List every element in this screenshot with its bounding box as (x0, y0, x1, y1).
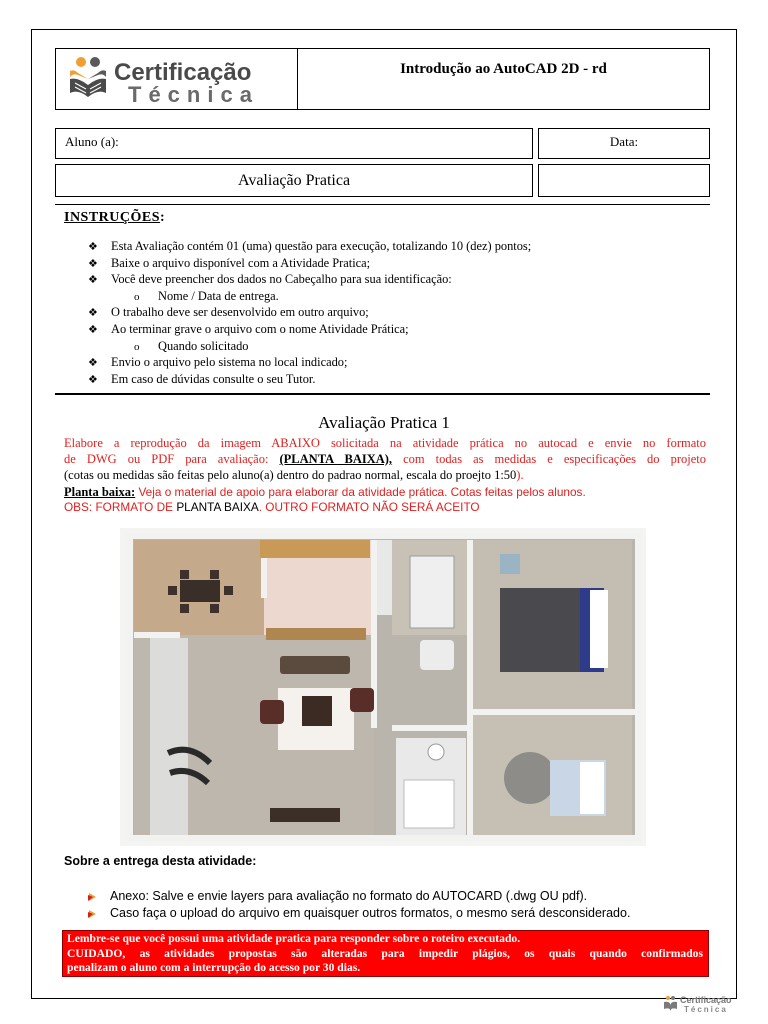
task-description: Elabore a reprodução da imagem ABAIXO solicitada na atividade prática no autocad e envie no formato de DWG ou PDF para avaliação: (PLANTA BAIXA), com todas as medidas e especificações do projeto (cotas ou medidas são feitas pelo aluno(a) dentro do padrao normal, escala do proejto 1:50). (64, 436, 707, 482)
instructions-list (88, 239, 708, 388)
evaluation-title-box (55, 164, 533, 197)
task-title: Avaliação Pratica 1 (318, 413, 450, 432)
circle-bullet-icon: o (134, 340, 140, 353)
diamond-bullet-icon: ❖ (88, 257, 98, 270)
logo-text-line2: Técnica (128, 82, 259, 107)
list-item: ❖ Baixe o arquivo disponível com a Atividade Pratica; (88, 256, 708, 273)
warning-box (62, 930, 709, 977)
warning-line: penalizam o aluno com a interrupção do acesso por 30 dias. (67, 961, 361, 974)
floor-plan-note: Planta baixa: Veja o material de apoio para elaborar da atividade prática. Cotas feitas pelos alunos. (64, 485, 586, 499)
instructions-title: INSTRUÇÕES: (64, 210, 166, 225)
list-item: Anexo: Salve e envie layers para avaliação no formato do AUTOCARD (.dwg OU pdf). (88, 888, 630, 905)
divider (55, 393, 710, 395)
list-subitem: o Nome / Data de entrega. (88, 289, 708, 306)
list-item: ❖ O trabalho deve ser desenvolvido em outro arquivo; (88, 305, 708, 322)
diamond-bullet-icon: ❖ (88, 357, 98, 370)
arrow-bullet-icon (88, 893, 96, 901)
student-label: Aluno (a): (65, 134, 119, 149)
list-item: ❖ Esta Avaliação contém 01 (uma) questão para execução, totalizando 10 (dez) pontos; (88, 239, 708, 256)
svg-text:Técnica: Técnica (684, 1005, 728, 1014)
svg-text:Certificação: Certificação (680, 995, 732, 1005)
delivery-title: Sobre a entrega desta atividade: (64, 854, 257, 868)
grade-field[interactable] (538, 164, 710, 197)
divider (55, 204, 710, 205)
logo-box (55, 48, 298, 110)
format-note: OBS: FORMATO DE PLANTA BAIXA. OUTRO FORMATO NÃO SERÁ ACEITO (64, 500, 480, 514)
logo-people-icon (70, 57, 106, 97)
student-field[interactable] (55, 128, 533, 159)
warning-line: CUIDADO, as atividades propostas são alteradas para impedir plágios, os quais quando confirmados (67, 946, 703, 960)
warning-line: Lembre-se que você possui uma atividade pratica para responder sobre o roteiro executado. (67, 932, 521, 945)
diamond-bullet-icon: ❖ (88, 274, 98, 287)
arrow-bullet-icon (88, 910, 96, 918)
title-box (297, 48, 710, 110)
date-label: Data: (609, 134, 639, 149)
list-item: ❖ Envio o arquivo pelo sistema no local indicado; (88, 355, 708, 372)
footer-logo-icon (664, 996, 677, 1011)
footer-logo (662, 994, 736, 1014)
diamond-bullet-icon: ❖ (88, 241, 98, 253)
floor-plan-image (120, 528, 646, 846)
list-item: ❖ Ao terminar grave o arquivo com o nome Atividade Prática; (88, 322, 708, 339)
circle-bullet-icon: o (134, 290, 140, 303)
certificacao-logo (56, 49, 296, 109)
list-item: Caso faça o upload do arquivo em quaisquer outros formatos, o mesmo será desconsiderado. (88, 905, 630, 922)
list-item: ❖ Em caso de dúvidas consulte o seu Tutor. (88, 372, 708, 389)
delivery-list (88, 888, 630, 922)
diamond-bullet-icon: ❖ (88, 307, 98, 320)
list-subitem: o Quando solicitado (88, 339, 708, 356)
evaluation-label: Avaliação Pratica (237, 172, 351, 189)
diamond-bullet-icon: ❖ (88, 323, 98, 336)
date-field[interactable] (538, 128, 710, 159)
course-title: Introdução ao AutoCAD 2D - rd (400, 61, 607, 77)
list-item: ❖ Você deve preencher dos dados no Cabeçalho para sua identificação: (88, 272, 708, 289)
diamond-bullet-icon: ❖ (88, 373, 98, 386)
logo-text-line1: Certificação (114, 59, 252, 86)
